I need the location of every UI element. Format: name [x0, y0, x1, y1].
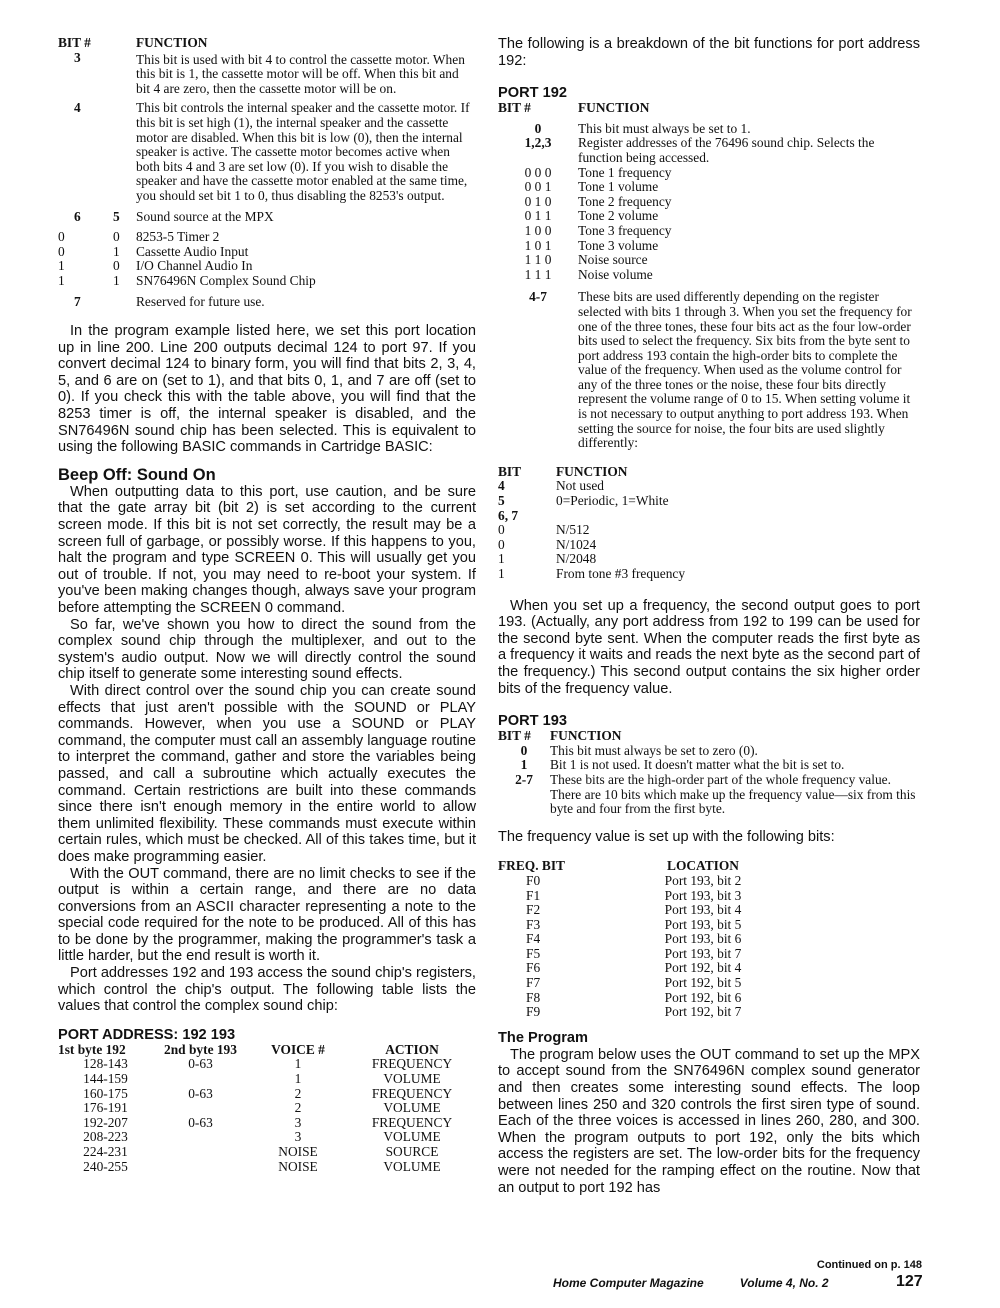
port-192-table [498, 101, 920, 451]
cell: VOLUME [383, 1129, 441, 1145]
paragraph: In the program example listed here, we set this port location up in line 200. Line 200 outputs decimal 124 to port 97. If you convert decimal 124 to binary form, you will find that bits 2, 3, 4, 5, and 6 are on (set to 1), and that bits 0, 1, and 7 are off (set to 0). If you check this with the table above, you will find that the 8253 timer is off, the internal speaker is disabled, and the SN76496N sound chip has been selected. This is equivalent to using the following BASIC commands in Cartridge BASIC: [58, 323, 476, 456]
table-row [498, 903, 788, 918]
magazine-name: Home Computer Magazine [553, 1276, 704, 1290]
paragraph: When outputting data to this port, use caution, and be sure that the gate array bit (bit 2) is set according to the current screen mode. If this bit is not set correctly, the result may be a screen full of garbage, or possibly worse. If this happens to you, halt the program and type SCREEN 0. This will usually get you out of trouble. If not, you may need to re-boot your system. If you've been making changes though, always save your program before attempting the SCREEN 0 command. [58, 483, 476, 616]
bit-number: 4 [74, 100, 81, 116]
bit-description: From tone #3 frequency [556, 566, 686, 581]
bit6-value: 0 [58, 229, 65, 245]
cell: 144-159 [83, 1071, 128, 1087]
mpx-source: 8253-5 Timer 2 [136, 229, 220, 245]
bit-number: 6, 7 [498, 507, 519, 523]
bit-value: 0 [498, 522, 505, 538]
register-function: Tone 3 frequency [578, 222, 672, 238]
cell: 240-255 [83, 1158, 128, 1174]
port-193-table [498, 729, 920, 817]
freq-bit: F6 [526, 960, 541, 976]
cell: NOISE [278, 1144, 318, 1159]
table-row [498, 889, 788, 904]
port-193-heading: PORT 193 [498, 713, 567, 730]
freq-bit: F3 [526, 916, 541, 932]
bit-number: 5 [498, 493, 505, 509]
bit-value: 0 [498, 536, 505, 552]
paragraph: With the OUT command, there are no limit checks to see if the output is within a certain range, and there are no data conversions from an ASCII character representing a note to the special code required for the note to be produced. All of this has to be done by the programmer, making the programmer's task a little harder, but the end result is worth it. [58, 865, 476, 965]
port-192-heading: PORT 192 [498, 85, 567, 102]
table-row [498, 567, 920, 582]
table-row [498, 947, 788, 962]
register-bits: 1 1 1 [524, 266, 552, 282]
register-bits: 0 0 1 [524, 179, 552, 195]
table-row [498, 523, 920, 538]
freq-bits-table [498, 859, 788, 1020]
bit6-value: 1 [58, 258, 65, 274]
register-function: Tone 1 frequency [578, 164, 672, 180]
table-row [58, 274, 476, 295]
bit5-value: 1 [113, 243, 120, 259]
cell [153, 1145, 248, 1160]
cell: 1 [294, 1056, 302, 1072]
paragraph: The frequency value is set up with the following bits: [498, 828, 835, 845]
location: Port 193, bit 7 [664, 945, 742, 961]
cell: FREQUENCY [371, 1056, 453, 1072]
table-row [498, 195, 920, 210]
subsection-heading: The Program [498, 1029, 589, 1046]
register-bits: 0 1 1 [524, 208, 552, 224]
cell: 128-143 [83, 1056, 128, 1072]
cell [153, 1130, 248, 1145]
register-function: Tone 2 volume [578, 208, 659, 224]
function-header: FUNCTION [550, 728, 622, 744]
table-row [498, 224, 920, 239]
bit-description: Register addresses of the 76496 sound chip. Selects the function being accessed. [578, 135, 875, 165]
cell: 0-63 [188, 1056, 213, 1072]
function-header: FUNCTION [136, 35, 208, 50]
table-row [58, 245, 476, 260]
mpx-source: I/O Channel Audio In [136, 258, 253, 274]
table-row [498, 552, 920, 567]
cell: NOISE [278, 1158, 318, 1174]
column-header: 2nd byte 193 [164, 1041, 237, 1057]
freq-bit: F4 [526, 931, 541, 947]
table-row [498, 1005, 788, 1020]
table-row [498, 874, 788, 889]
register-function: Tone 3 volume [578, 237, 659, 253]
table-row [498, 509, 920, 524]
bit-value: 1 [498, 551, 505, 567]
table-row [498, 253, 920, 268]
table-row [58, 1072, 476, 1087]
volume-info: Volume 4, No. 2 [739, 1276, 829, 1290]
bit-description: N/1024 [556, 536, 597, 552]
column-header: LOCATION [667, 858, 739, 874]
table-row [58, 259, 476, 274]
mpx-source: SN76496N Complex Sound Chip [136, 272, 316, 288]
bit5-value: 0 [113, 229, 120, 245]
bit-description: 0=Periodic, 1=White [556, 493, 669, 509]
table-row [498, 479, 920, 494]
cell [153, 1101, 248, 1116]
table-row [498, 239, 920, 254]
table-row [498, 991, 788, 1006]
table-row [58, 1057, 476, 1072]
page-number: 127 [896, 1273, 923, 1290]
location: Port 192, bit 6 [664, 989, 742, 1005]
cell: 3 [294, 1129, 302, 1145]
register-bits: 1 0 1 [524, 237, 552, 253]
table-row [498, 932, 788, 947]
cell: 208-223 [83, 1129, 128, 1145]
register-function: Noise source [578, 252, 648, 268]
paragraph: So far, we've shown you how to direct the sound from the complex sound chip through the multiplexer, and out to the system's audio output. Now we will directly control the sound chip itself to generate some interesting sound effects. [58, 616, 476, 683]
bit-description: Not used [556, 478, 604, 494]
left-column [58, 36, 476, 1174]
table-row [58, 1087, 476, 1102]
cell: FREQUENCY [371, 1114, 453, 1130]
cell: 0-63 [188, 1085, 213, 1101]
table-row [58, 1145, 476, 1160]
cell: VOLUME [383, 1100, 441, 1116]
location: Port 193, bit 3 [664, 887, 742, 903]
table-row [498, 976, 788, 991]
cell: SOURCE [385, 1144, 439, 1159]
bit-number: 0 [534, 120, 542, 136]
bit-number: 4 [498, 478, 505, 494]
register-bits: 0 1 0 [524, 193, 552, 209]
bit-number: 3 [74, 49, 81, 65]
location: Port 193, bit 2 [664, 872, 742, 888]
bit-description: This bit is used with bit 4 to control the cassette motor. When this bit is 1, the cassette motor will be off. When this bit and bit 4 are zero, then the cassette motor will be on. [136, 51, 465, 96]
column-header: ACTION [385, 1041, 439, 1057]
table-row [58, 1160, 476, 1175]
table-row [498, 268, 920, 283]
paragraph: The program below uses the OUT command to set up the MPX to accept sound from the SN76496N complex sound generator and then creates some interesting sound effects. The loop between lines 250 and 320 controls the first siren type of sound. Each of the three voices is accessed in lines 260, 280, and 300. When the program outputs to port 192, only the bits which access the registers are set. The low-order bits for the frequency were not needed for the ramping effect on the routine. Now that an output to port 192 has [498, 1046, 920, 1196]
cell: VOLUME [383, 1071, 441, 1087]
register-function: Tone 1 volume [578, 179, 659, 195]
table-row [58, 1130, 476, 1145]
cell: 3 [294, 1114, 302, 1130]
location: Port 192, bit 5 [664, 975, 742, 991]
bit5-value: 0 [113, 258, 120, 274]
bit-function-table [58, 36, 476, 309]
cell: 1 [294, 1071, 302, 1087]
bit-header: BIT # [58, 35, 91, 50]
bit-header: BIT [498, 463, 522, 479]
location: Port 193, bit 5 [664, 916, 742, 932]
bit-number: 1,2,3 [524, 135, 552, 151]
freq-bit: F5 [526, 945, 541, 961]
bit-number: 0 [520, 742, 528, 758]
bit-number: 2-7 [515, 771, 533, 787]
bit-header: BIT # [498, 100, 531, 116]
paragraph: The following is a breakdown of the bit functions for port address 192: [498, 36, 920, 69]
bit-header: BIT # [498, 728, 531, 744]
bit5-value: 1 [113, 272, 120, 288]
cell: FREQUENCY [371, 1085, 453, 1101]
cell: 0-63 [188, 1114, 213, 1130]
bit-description: N/2048 [556, 551, 597, 567]
bit-number: 7 [74, 293, 81, 309]
column-header: VOICE # [271, 1041, 325, 1057]
right-column [498, 36, 920, 1196]
cell: 2 [294, 1085, 302, 1101]
bit-description: Bit 1 is not used. It doesn't matter what the bit is set to. [550, 757, 845, 773]
mpx-source: Cassette Audio Input [136, 243, 249, 259]
section-heading: Beep Off: Sound On [58, 465, 216, 484]
cell [153, 1072, 248, 1087]
register-function: Noise volume [578, 266, 653, 282]
freq-bit: F7 [526, 975, 541, 991]
table-row [498, 494, 920, 509]
freq-bit: F2 [526, 902, 541, 918]
register-bits: 1 1 0 [524, 252, 552, 268]
bit-description: Reserved for future use. [136, 293, 265, 309]
paragraph: With direct control over the sound chip you can create sound effects that just aren't possible with the SOUND or PLAY commands. However, when you use a SOUND or PLAY command, the computer must call an assembly language routine to interpret the command, gather and store the variables being passed, and call a subroutine which actually executes the command. Certain restrictions are built into these commands since there isn't enough memory in the entire world to allow them unlimited flexibility. These commands must execute within certain rules, which must be checked. All of this takes time, but it does make programming easier. [58, 682, 476, 865]
bit-value: 1 [498, 566, 505, 581]
noise-bits-table [498, 465, 920, 582]
register-bits: 1 0 0 [524, 222, 552, 238]
table-row [58, 1116, 476, 1131]
bit-description [556, 509, 920, 524]
register-function: Tone 2 frequency [578, 193, 672, 209]
freq-bit: F8 [526, 989, 541, 1005]
bit6-value: 0 [58, 243, 65, 259]
cell: 224-231 [83, 1144, 128, 1159]
bit-description: N/512 [556, 522, 590, 538]
cell: 2 [294, 1100, 302, 1116]
location: Port 193, bit 4 [664, 902, 742, 918]
register-bits: 0 0 0 [524, 164, 552, 180]
table-row [498, 918, 788, 933]
bit-number: 4-7 [529, 289, 547, 305]
column-header: 1st byte 192 [58, 1041, 126, 1057]
bit6-header: 6 [74, 208, 81, 224]
location: Port 192, bit 7 [664, 1004, 742, 1020]
freq-bit: F9 [526, 1004, 541, 1020]
table-row [58, 1101, 476, 1116]
cell [153, 1160, 248, 1175]
freq-bit: F1 [526, 887, 541, 903]
table-row [498, 209, 920, 224]
port-address-heading: PORT ADDRESS: 192 193 [58, 1026, 236, 1043]
bit-description: This bit controls the internal speaker and the cassette motor. If this bit is set high (1), the internal speaker and the cassette motor are disabled. When this bit is low (0), then the internal speaker is active. The cassette motor becomes active when both bits 4 and 3 are set low (0). If you wish to disable the speaker and have the cassette motor enabled at the same time, you should set bit 1 to 0, thus disabling the 8253's output. [136, 100, 470, 203]
paragraph: Port addresses 192 and 193 access the sound chip's registers, which control the chip's output. The following table lists the values that control the complex sound chip: [58, 965, 476, 1015]
function-header: FUNCTION [556, 463, 628, 479]
cell: 192-207 [83, 1114, 128, 1130]
page-footer [553, 1276, 829, 1290]
table-row [58, 230, 476, 245]
location: Port 192, bit 4 [664, 960, 742, 976]
table-row [498, 538, 920, 553]
bit-number: 1 [520, 757, 528, 773]
location: Port 193, bit 6 [664, 931, 742, 947]
bit-description: This bit must always be set to 1. [578, 120, 751, 136]
bit5-header: 5 [113, 208, 120, 224]
function-header: FUNCTION [578, 100, 650, 116]
freq-bit: F0 [526, 872, 541, 888]
bit-description: These bits are used differently depending on the register selected with bits 1 through 3. When you set the frequency for one of the three tones, these four bits act as the four low-order bits used to select the frequency. Six bits from the byte sent to port address 193 contain the high-order bits to complete the value of the frequency. When used as the volume control for any of the three tones or the noise, these four bits directly represent the volume range of 0 to 15. When setting volume it is not necessary to output anything to port address 193. When setting the source for noise, the four bits are used slightly differently: [578, 289, 912, 451]
bit6-value: 1 [58, 272, 65, 288]
column-header: FREQ. BIT [498, 858, 565, 874]
paragraph: When you set up a frequency, the second output goes to port 193. (Actually, any port address from 192 to 199 can be used for the second byte sent. When the computer reads the first byte as a frequency it waits and reads the next byte as the second part of the frequency.) This second output contains the six higher order bits of the frequency value. [498, 597, 920, 697]
table-row [498, 961, 788, 976]
bit-description: These bits are the high-order part of the whole frequency value. There are 10 bits which make up the frequency value—six from this byte and four from the first byte. [550, 771, 916, 817]
table-row [498, 180, 920, 195]
table-row [498, 166, 920, 181]
cell: 160-175 [83, 1085, 128, 1101]
cell: VOLUME [383, 1158, 441, 1174]
port-address-table [58, 1043, 476, 1174]
bit-description: This bit must always be set to zero (0). [550, 742, 758, 758]
mpx-header-text: Sound source at the MPX [136, 208, 274, 224]
cell: 176-191 [83, 1100, 128, 1116]
continued-note: Continued on p. 148 [816, 1259, 922, 1271]
